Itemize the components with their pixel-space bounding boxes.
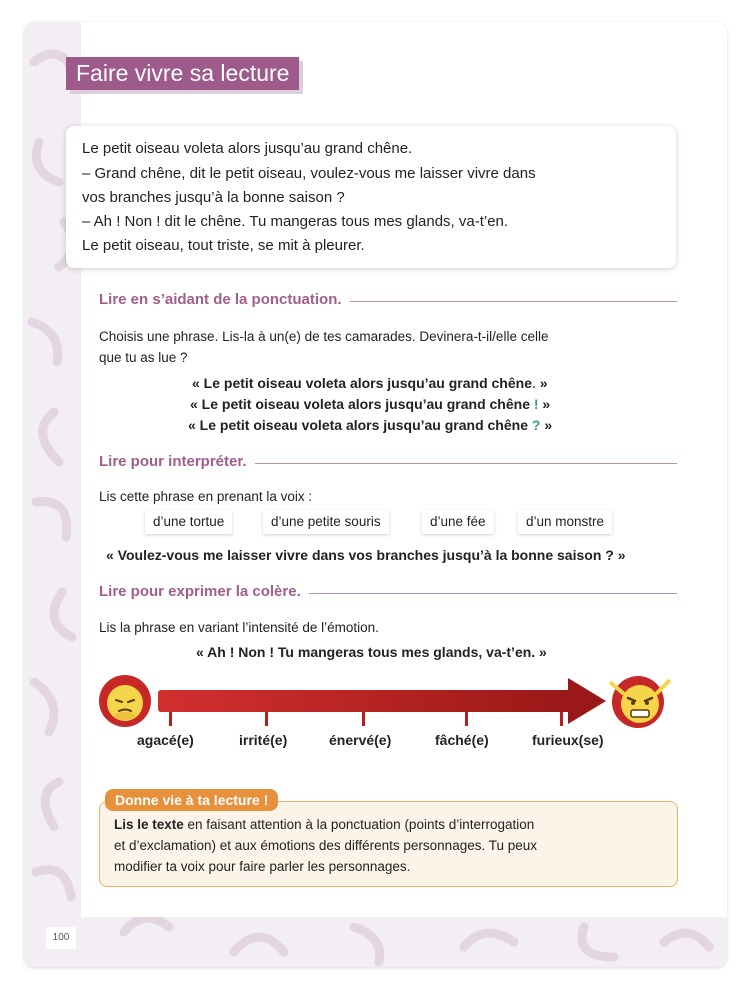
sentence-anger: « Ah ! Non ! Tu mangeras tous mes glands, va-t’en. » <box>196 644 547 660</box>
section-title: Lire pour interpréter. <box>99 453 255 470</box>
instruction-text: Lis la phrase en variant l’intensité de l’émotion. <box>99 620 379 635</box>
story-line: vos branches jusqu’à la bonne saison ? <box>82 189 345 206</box>
tip-line: modifier ta voix pour faire parler les personnages. <box>114 859 411 874</box>
story-line: Le petit oiseau, tout triste, se mit à pleurer. <box>82 237 365 254</box>
page <box>24 22 727 967</box>
tip-bold: Lis le texte <box>114 817 184 832</box>
voice-option: d’une tortue <box>145 510 232 534</box>
exclamation-mark: ! <box>533 396 539 412</box>
intensity-label: irrité(e) <box>239 732 288 748</box>
annoyed-face-icon <box>98 674 152 728</box>
story-line: Le petit oiseau voleta alors jusqu’au grand chêne. <box>82 140 413 157</box>
intensity-label: agacé(e) <box>137 732 194 748</box>
instruction-text: Choisis une phrase. Lis-la à un(e) de tes camarades. Devinera-t-il/elle celle <box>99 329 549 344</box>
instruction-text: Lis cette phrase en prenant la voix : <box>99 489 313 504</box>
tip-text: en faisant attention à la ponctuation (points d’interrogation <box>183 817 535 832</box>
section-anger-heading <box>99 583 677 603</box>
story-box <box>66 126 676 268</box>
story-line: – Ah ! Non ! dit le chêne. Tu mangeras tous mes glands, va-t’en. <box>82 213 509 230</box>
tip-tag: Donne vie à ta lecture ! <box>105 789 278 811</box>
intensity-arrow <box>158 672 608 730</box>
sentence-exclamation <box>190 396 550 412</box>
sentence-text: « Le petit oiseau voleta alors jusqu’au grand chêne <box>188 417 532 433</box>
page-number: 100 <box>46 927 76 949</box>
page-title: Faire vivre sa lecture <box>66 57 299 90</box>
sentence-close: » <box>538 396 551 412</box>
sentence-close: » <box>540 417 553 433</box>
voice-option: d’une fée <box>422 510 494 534</box>
question-mark: ? <box>531 417 541 433</box>
tip-line: et d’exclamation) et aux émotions des différents personnages. Tu peux <box>114 838 538 853</box>
furious-face-icon <box>604 674 676 730</box>
period-mark: . <box>531 375 536 391</box>
instruction-text: que tu as lue ? <box>99 350 188 365</box>
sentence-close: » <box>535 375 548 391</box>
section-punctuation-heading <box>99 291 677 311</box>
sentence-interpret: « Voulez-vous me laisser vivre dans vos branches jusqu’à la bonne saison ? » <box>106 547 626 563</box>
tip-line <box>114 817 534 832</box>
sentence-text: « Le petit oiseau voleta alors jusqu’au grand chêne <box>190 396 534 412</box>
sentence-period <box>192 375 548 391</box>
voice-option: d’un monstre <box>518 510 612 534</box>
section-title: Lire en s’aidant de la ponctuation. <box>99 291 350 308</box>
sentence-question <box>188 417 552 433</box>
section-title: Lire pour exprimer la colère. <box>99 583 309 600</box>
story-line: – Grand chêne, dit le petit oiseau, voulez-vous me laisser vivre dans <box>82 165 536 182</box>
intensity-label: fâché(e) <box>435 732 489 748</box>
section-interpret-heading <box>99 453 677 473</box>
intensity-label: furieux(se) <box>532 732 604 748</box>
intensity-label: énervé(e) <box>329 732 392 748</box>
tip-box <box>99 801 678 887</box>
voice-option: d’une petite souris <box>263 510 389 534</box>
sentence-text: « Le petit oiseau voleta alors jusqu’au grand chêne <box>192 375 532 391</box>
